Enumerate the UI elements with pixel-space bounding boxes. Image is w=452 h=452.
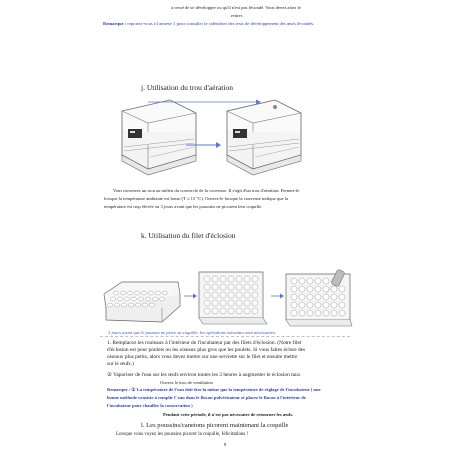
section-j-heading: j. Utilisation du trou d'aération <box>141 83 233 92</box>
step-1-line-3: oiseaux plus petits, alors vous devez mettre sur une serviette sur le filet et ensuite mettre <box>107 354 298 360</box>
divider-dashed <box>100 336 350 337</box>
arrow-icon-top <box>148 98 263 106</box>
remark-2-line-3: l'incubateur pour chauffer la conservation ) <box>107 403 193 408</box>
step-1-line-1: 1. Remplacez les rouleaux à l'intérieur de l'incubateur par des filets d'éclosion. (Notre filet <box>107 340 302 346</box>
incubator-illustration-right <box>215 95 305 187</box>
top-remark <box>103 21 314 27</box>
section-l-heading: l. Les poussins/canetons picorent maintenant la coquille <box>141 422 289 429</box>
egg-grid-illustration <box>193 268 269 328</box>
section-j-body-2: lorsque la température ambiante est basse (T ≤ 15 °C). Ouvrez-le lorsque la couveuse indique que la <box>104 196 289 201</box>
remark-2-line-1: Remarque : ① La température de l'eau doit être la même que la température de réglage de l'incubateur ( une <box>107 387 321 392</box>
tray-with-eggs-illustration <box>100 280 182 326</box>
remark-2-line-2: bonne méthode consiste à remplir l' eau dans le flacon pulvérisateur et placez le flacon à l'intérieur de <box>107 395 306 400</box>
section-j-body-1: Vous trouverez un trou au milieu du couvercle de la couveuse. Il s'agit d'un trou d'aération. Fermez-le <box>113 188 300 193</box>
top-text-line-1: a cessé de se développer ou qu'il n'est pas fécondé. Vous devez alors le <box>171 5 301 10</box>
step-1-line-2: d'éclosion est pour poulets ou les oiseaux plus gros que les poulets. Si vous faites éclore des <box>107 347 306 353</box>
step-2-line-2: Ouvrez le trou de ventilation <box>160 380 213 385</box>
section-k-caption: 3 jours avant que le poussin ne perce sa coquille, les opérations suivantes sont nécessaires. <box>108 330 277 335</box>
section-j-body-3: température est trop élevée ou 3 jours avant que les poussins ne picorent leur coquille. <box>104 204 263 209</box>
top-text-line-2: retirer. <box>231 13 244 18</box>
arrow-icon-middle <box>186 141 222 149</box>
spray-eggs-illustration <box>282 266 354 328</box>
top-remark-text: reportez-vous à l'annexe 1 pour consulter le calendrier des tests de développement des œufs fécondés. <box>127 21 315 26</box>
section-k-heading: k. Utilisation du filet d'éclosion <box>141 231 236 240</box>
note-no-turning: Pendant cette période, il n'est pas nécessaire de retourner les œufs. <box>163 412 294 417</box>
step-1-line-4: sur le œufs.) <box>107 361 134 367</box>
top-remark-label: Remarque : <box>103 21 127 26</box>
step-2-line-1: ② Vaporiser de l'eau sur les œufs environ toutes les 3 heures à augmenter le éclosion taux <box>107 372 301 378</box>
section-l-body: Lorsque vous voyez les poussins picorer la coquille, félicitations ! <box>116 432 249 437</box>
page-number: 8 <box>224 442 227 447</box>
